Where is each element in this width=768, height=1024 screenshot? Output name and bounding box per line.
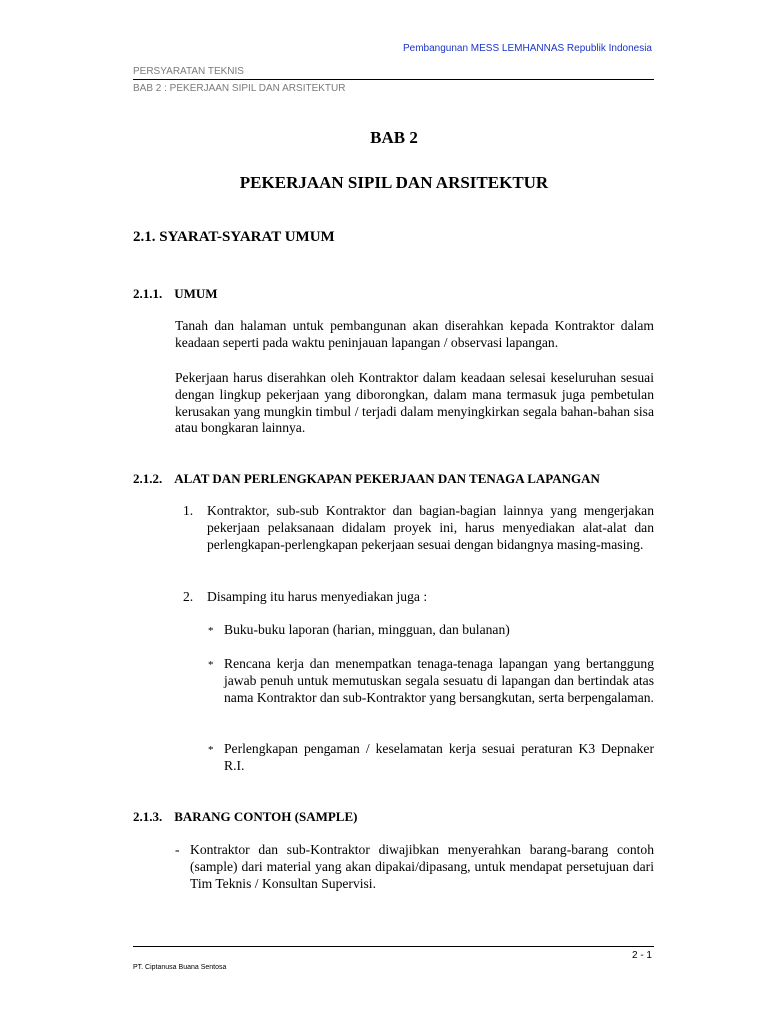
bullet-item-1: Buku-buku laporan (harian, mingguan, dan bulanan) (224, 622, 510, 637)
subsection-title: ALAT DAN PERLENGKAPAN PEKERJAAN DAN TENAGA LAPANGAN (174, 471, 600, 486)
paragraph-umum-1: Tanah dan halaman untuk pembangunan akan diserahkan kepada Kontraktor dalam keadaan seperti pada waktu peninjauan lapangan / observasi lapangan. (175, 318, 654, 350)
sample-paragraph: Kontraktor dan sub-Kontraktor diwajibkan menyerahkan barang-barang contoh (sample) dari material yang akan dipakai/dipasang, untuk mendapat persetujuan dari Tim Teknis / Konsultan Supervisi. (190, 842, 654, 891)
section-heading-2-1: 2.1. SYARAT-SYARAT UMUM (133, 229, 335, 245)
subsection-heading-2-1-2 (133, 471, 600, 487)
list-number: 2. (183, 589, 194, 604)
bullet-item-3: Perlengkapan pengaman / keselamatan kerja sesuai peraturan K3 Depnaker R.I. (224, 741, 654, 773)
chapter-title: PEKERJAAN SIPIL DAN ARSITEKTUR (239, 173, 549, 192)
subsection-heading-2-1-3 (133, 809, 357, 825)
bullet-mark: * (208, 625, 214, 637)
subsection-heading-2-1-1 (133, 286, 218, 302)
subsection-title: UMUM (174, 286, 218, 301)
bullet-item-2: Rencana kerja dan menempatkan tenaga-tenaga lapangan yang bertanggung jawab penuh untuk memutuskan segala sesuatu di lapangan dan bertindak atas nama Kontraktor dan sub-Kontraktor yang bersangkutan, serta berpengalaman. (224, 656, 654, 705)
chapter-number: BAB 2 (370, 128, 418, 147)
subsection-number: 2.1.3. (133, 809, 163, 824)
paragraph-umum-2: Pekerjaan harus diserahkan oleh Kontraktor dalam keadaan selesai keseluruhan sesuai dengan lingkup pekerjaan yang diborongkan, dalam mana termasuk juga pembetulan kerusakan yang mungkin timbul / terjadi dalam menyingkirkan segala bahan-bahan sisa atau bongkaran lainnya. (175, 370, 654, 436)
list-item-2: Disamping itu harus menyediakan juga : (207, 589, 428, 604)
subsection-number: 2.1.1. (133, 286, 163, 301)
subsection-number: 2.1.2. (133, 471, 163, 486)
header-project: Pembangunan MESS LEMHANNAS Republik Indonesia (402, 43, 652, 54)
footer-company: PT. Ciptanusa Buana Sentosa (133, 964, 227, 971)
footer-divider (133, 946, 654, 947)
bullet-mark: * (208, 744, 214, 756)
header-divider (133, 79, 654, 80)
header-section: PERSYARATAN TEKNIS (133, 66, 244, 77)
subsection-title: BARANG CONTOH (SAMPLE) (174, 809, 358, 824)
header-chapter: BAB 2 : PEKERJAAN SIPIL DAN ARSITEKTUR (133, 83, 346, 94)
list-number: 1. (183, 503, 194, 518)
dash-mark: - (175, 842, 180, 857)
bullet-mark: * (208, 659, 214, 671)
page-number: 2 - 1 (631, 950, 652, 961)
list-item-1: Kontraktor, sub-sub Kontraktor dan bagian-bagian lainnya yang mengerjakan pekerjaan pelaksanaan didalam proyek ini, harus menyediakan alat-alat dan perlengkapan-perlengkapan pekerjaan sesuai dengan bidangnya masing-masing. (207, 503, 654, 552)
